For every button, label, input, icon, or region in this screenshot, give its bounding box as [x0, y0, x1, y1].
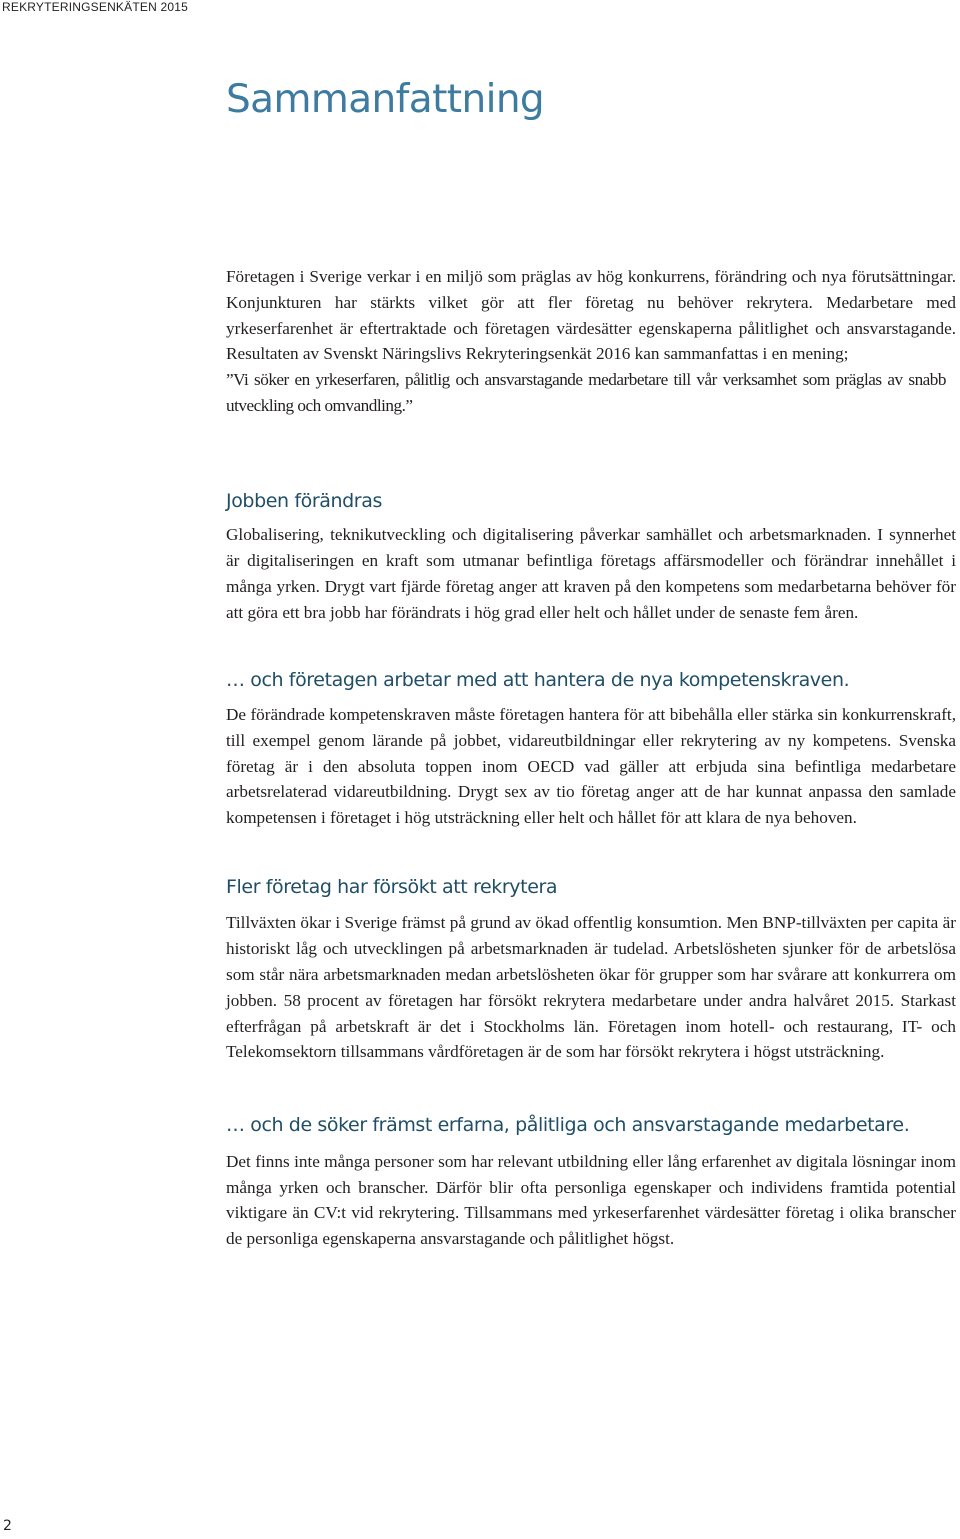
pull-quote: ”Vi söker en yrkeserfaren, pålitlig och ansvarstagande medarbetare till vår verksamhet som präglas av snabb utveckling och omvandling.” — [226, 370, 946, 415]
page-title: Sammanfattning — [226, 77, 545, 122]
main-content — [226, 264, 956, 1252]
section-heading: … och företagen arbetar med att hantera de nya kompetenskraven. — [226, 669, 850, 692]
section-body: De förändrade kompetenskraven måste företagen hantera för att bibehålla eller stärka sin konkurrenskraft, till exempel genom lärande på jobbet, vidareutbildningar eller rekrytering av ny kompetens. Svenska företag är i den absoluta toppen inom OECD vad gäller att erbjuda sina befintliga medarbetare arbetsrelaterad vidareutbildning. Drygt sex av tio företag anger att de har kunnat anpassa den samlade kompetensen i företaget i hög utsträckning eller helt och hållet för att klara de nya behoven. — [226, 704, 956, 828]
page-number: 2 — [3, 1518, 12, 1534]
section-heading: … och de söker främst erfarna, pålitliga och ansvarstagande medarbetare. — [226, 1114, 910, 1137]
section-foretagen-arbetar — [226, 668, 956, 830]
section-body: Tillväxten ökar i Sverige främst på grund av ökad offentlig konsumtion. Men BNP-tillväxten per capita är historiskt låg och utvecklingen på arbetsmarknaden är tudelad. Arbetslösheten sjunker för de arbetslösa som står nära arbetsmarknaden medan arbetslösheten ökar för grupper som har svårare att konkurrera om jobben. 58 procent av företagen har försökt rekrytera medarbetare under andra halvåret 2015. Starkast efterfrågan på arbetskraft är det i Stockholms län. Företagen inom hotell- och restaurang, IT- och Telekomsektorn tillsammans vårdföretagen är de som har försökt rekrytera i högst utsträckning. — [226, 913, 956, 1062]
intro-paragraph: Företagen i Sverige verkar i en miljö som präglas av hög konkurrens, förändring och nya förutsättningar. Konjunkturen har stärkts vilket gör att fler företag nu behöver rekrytera. Medarbetare med yrkeserfarenhet är eftertraktade och företagen värdesätter egenskaperna pålitlighet och ansvarstagande. Resultaten av Svenskt Näringslivs Rekryteringsenkät 2016 kan sammanfattas i en mening; — [226, 267, 956, 364]
section-fler-foretag — [226, 875, 956, 1065]
section-de-soker — [226, 1113, 956, 1252]
section-heading: Jobben förändras — [226, 489, 382, 512]
section-heading: Fler företag har försökt att rekrytera — [226, 875, 558, 898]
running-header: REKRYTERINGSENKÄTEN 2015 — [2, 0, 188, 14]
section-body: Det finns inte många personer som har relevant utbildning eller lång erfarenhet av digitala lösningar inom många yrken och branscher. Därför blir ofta personliga egenskaper och individens framtida potential viktigare än CV:t vid rekrytering. Tillsammans med yrkeserfarenhet värdesätter företag i olika branscher de personliga egenskaperna ansvarstagande och pålitlighet högst. — [226, 1151, 956, 1249]
section-jobben-forandras — [226, 489, 956, 626]
section-body: Globalisering, teknikutveckling och digitalisering påverkar samhället och arbetsmarknaden. I synnerhet är digitaliseringen en kraft som utmanar befintliga företags affärsmodeller och förändrar innehållet i många yrken. Drygt vart fjärde företag anger att kraven på den kompetens som medarbetarna behöver för att göra ett bra jobb har förändrats i hög grad eller helt och hållet under de senaste fem åren. — [226, 525, 956, 622]
